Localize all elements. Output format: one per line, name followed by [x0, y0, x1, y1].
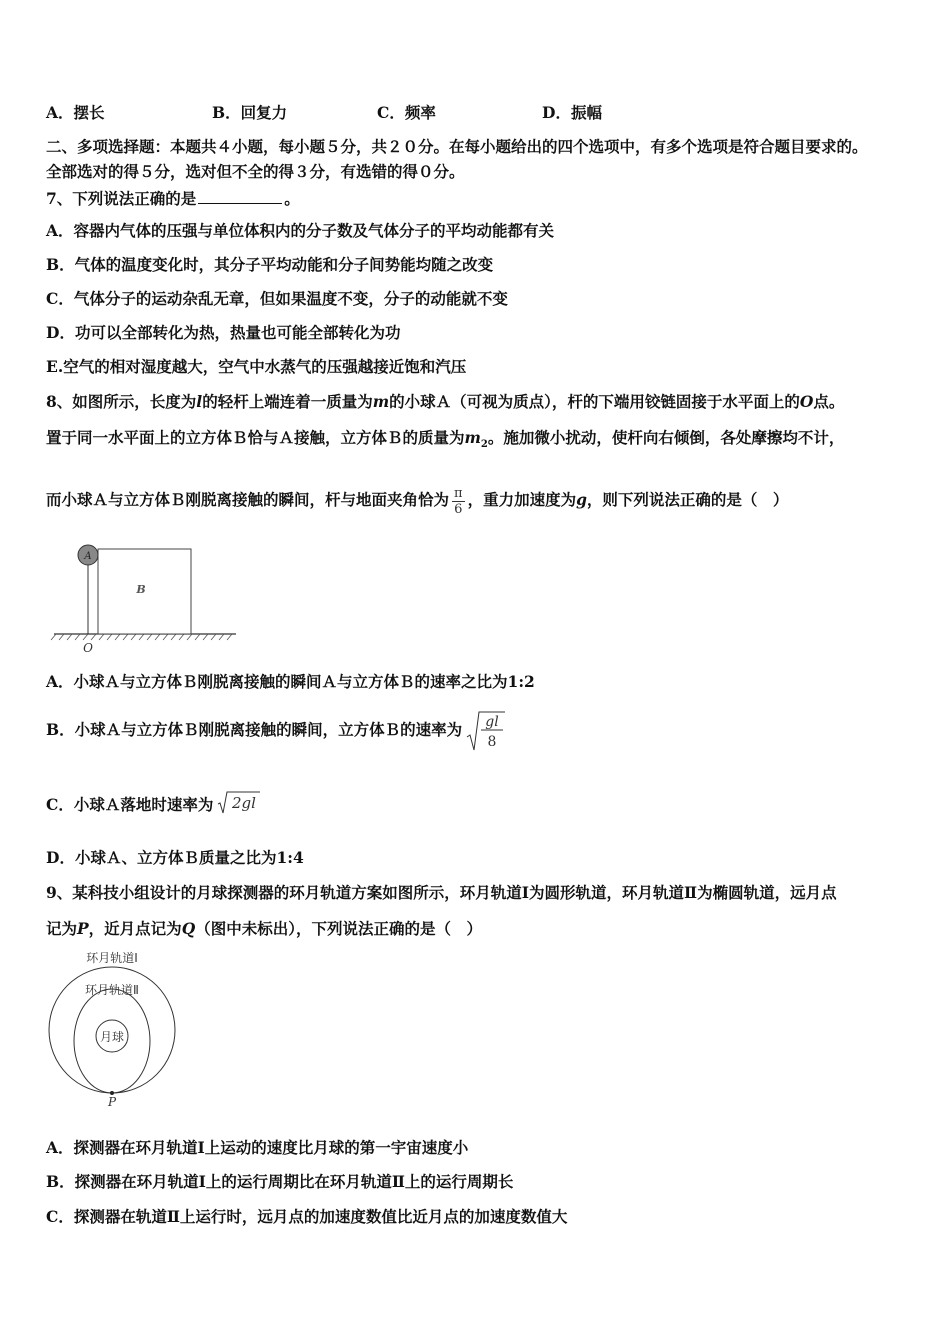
- q8-text: 的小球Ａ（可视为质点），杆的下端用铰链固接于水平面上的: [389, 392, 800, 411]
- sqrt-numerator: gl: [485, 714, 499, 730]
- q7-answer-blank: [198, 187, 282, 204]
- q8-text: 。施加微小扰动，使杆向右倾倒，各处摩擦均不计，: [487, 428, 845, 447]
- var-m2-subscript: 2: [480, 439, 488, 451]
- fraction-numerator: π: [454, 485, 463, 501]
- q7-option-c: C．气体分子的运动杂乱无章，但如果温度不变，分子的动能就不变: [46, 289, 508, 308]
- option-d: D．振幅: [542, 103, 602, 122]
- var-q: Q: [181, 919, 196, 938]
- q8-option-d: D．小球Ａ、立方体Ｂ质量之比为1:4: [46, 848, 304, 867]
- label-b: B: [136, 583, 146, 596]
- q9-text: ，近月点记为: [88, 919, 182, 938]
- var-m: m: [372, 392, 390, 411]
- label-orbit-1: 环月轨道Ⅰ: [86, 951, 138, 965]
- section-header-line1: 二、多项选择题：本题共４小题，每小题５分，共２０分。在每小题给出的四个选项中，有多个选项是符合题目要求的。: [46, 137, 868, 156]
- fraction-pi-over-6: [452, 486, 465, 517]
- section-header-line2: 全部选对的得５分，选对但不全的得３分，有选错的得０分。: [46, 162, 465, 181]
- q9-text: 记为: [46, 919, 78, 938]
- q9-text: （图中未标出），下列说法正确的是（ ）: [195, 919, 482, 938]
- q8-option-a: A．小球Ａ与立方体Ｂ刚脱离接触的瞬间Ａ与立方体Ｂ的速率之比为1:2: [46, 672, 535, 691]
- var-g: g: [576, 490, 587, 509]
- q8-text: 8、如图所示，长度为: [46, 392, 197, 411]
- var-p: P: [77, 919, 89, 938]
- var-o: O: [799, 392, 814, 411]
- label-orbit-2: 环月轨道Ⅱ: [85, 983, 139, 997]
- q9-option-c: C．探测器在轨道Ⅱ上运行时，远月点的加速度数值比近月点的加速度数值大: [46, 1207, 568, 1226]
- label-o: O: [83, 641, 93, 655]
- q8-stem-line2: [46, 428, 920, 455]
- label-a: A: [84, 551, 92, 562]
- q8-text: ，重力加速度为: [467, 490, 577, 509]
- option-a: A．摆长: [46, 103, 105, 122]
- q8-stem-line1: [46, 392, 920, 412]
- q8-text: 的轻杆上端连着一质量为: [202, 392, 373, 411]
- q8-text: 点。: [813, 392, 845, 411]
- q8-text: 置于同一水平面上的立方体Ｂ恰与Ａ接触，立方体Ｂ的质量为: [46, 428, 465, 447]
- option-c: C．频率: [377, 103, 436, 122]
- sqrt-symbol: [466, 709, 506, 753]
- q9-option-b: B．探测器在环月轨道Ⅰ上的运行周期比在环月轨道Ⅱ上的运行周期长: [46, 1172, 514, 1191]
- q8-option-c: [46, 790, 920, 820]
- q7-option-a: A．容器内气体的压强与单位体积内的分子数及气体分子的平均动能都有关: [46, 221, 555, 240]
- sqrt-gl-over-8: [466, 709, 506, 753]
- label-moon: 月球: [99, 1030, 125, 1044]
- q8-figure: [50, 540, 240, 658]
- q8-text: 而小球Ａ与立方体Ｂ刚脱离接触的瞬间，杆与地面夹角恰为: [46, 490, 450, 509]
- q7-stem: [46, 187, 920, 209]
- var-m2: m: [464, 428, 481, 447]
- q8-option-b: [46, 708, 920, 752]
- option-b: B．回复力: [212, 103, 288, 122]
- q8-text: ，则下列说法正确的是（ ）: [586, 490, 789, 509]
- sqrt-symbol: [217, 790, 261, 814]
- sqrt-2gl: [217, 790, 261, 814]
- q7-option-b: B．气体的温度变化时，其分子平均动能和分子间势能均随之改变: [46, 255, 494, 274]
- q9-stem-line1: 9、某科技小组设计的月球探测器的环月轨道方案如图所示，环月轨道Ⅰ为圆形轨道，环月轨道Ⅱ为椭圆轨道，远月点: [46, 883, 837, 902]
- label-p: P: [107, 1095, 117, 1109]
- q7-option-e: E.空气的相对湿度越大，空气中水蒸气的压强越接近饱和汽压: [46, 357, 467, 376]
- q9-orbit-figure: [44, 946, 184, 1112]
- var-l: l: [196, 392, 203, 411]
- sqrt-denominator: 8: [487, 734, 497, 750]
- q9-stem-line2: [46, 919, 920, 939]
- fraction-denominator: 6: [454, 501, 463, 517]
- q7-stem-end: 。: [284, 189, 300, 208]
- q8-option-c-text: C．小球Ａ落地时速率为: [46, 795, 214, 814]
- sqrt-radicand: 2gl: [232, 794, 257, 812]
- q7-option-d: D．功可以全部转化为热，热量也可能全部转化为功: [46, 323, 401, 342]
- q8-option-b-text: B．小球Ａ与立方体Ｂ刚脱离接触的瞬间，立方体Ｂ的速率为: [46, 720, 463, 739]
- q7-stem-text: 7、下列说法正确的是: [46, 189, 197, 208]
- ground-hatching: [51, 634, 232, 640]
- q8-stem-line3: [46, 482, 920, 522]
- q9-option-a: A．探测器在环月轨道Ⅰ上运动的速度比月球的第一宇宙速度小: [46, 1138, 469, 1157]
